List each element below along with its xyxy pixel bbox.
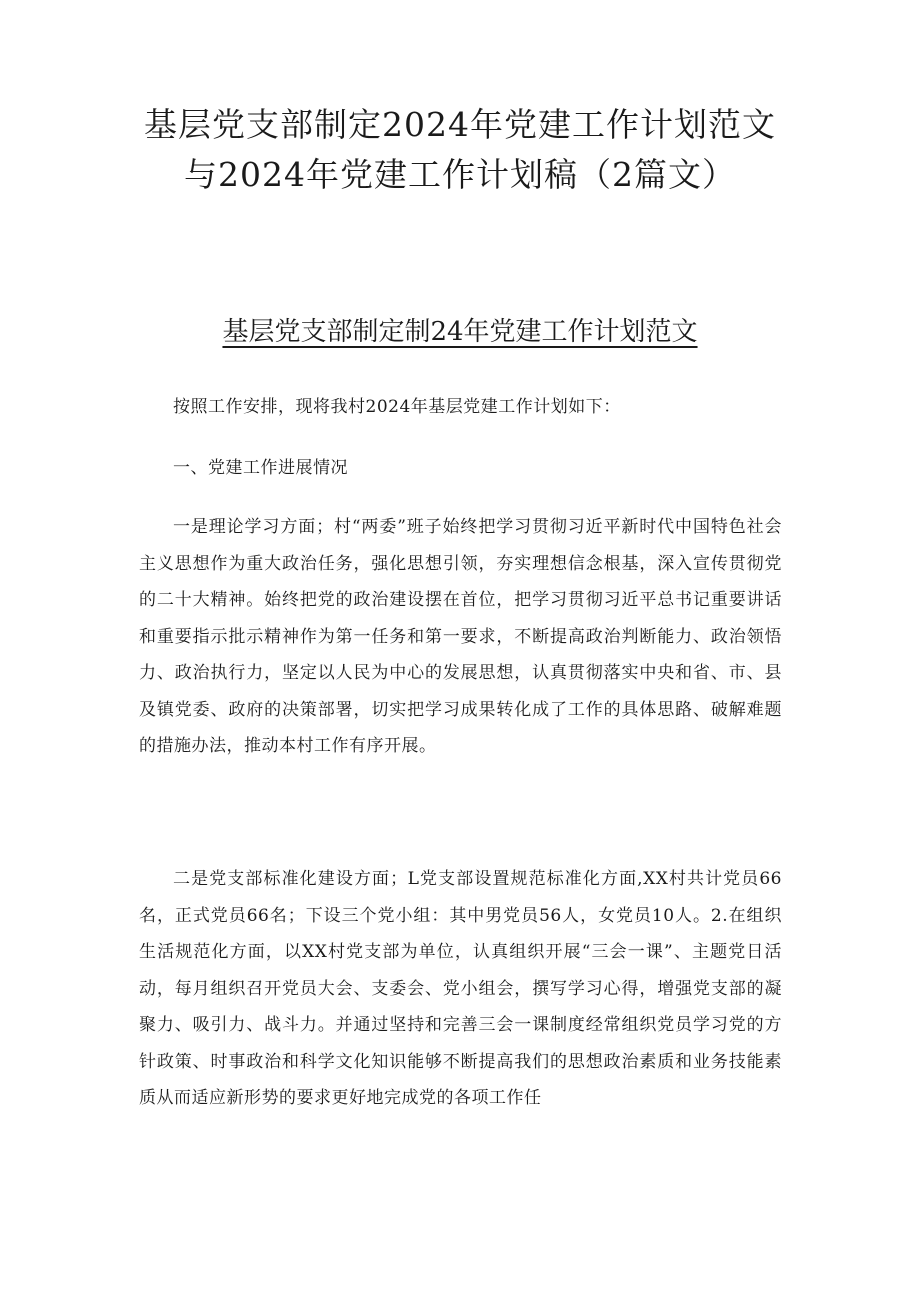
document-title xyxy=(0,100,920,200)
subheading-progress: 一、党建工作进展情况 xyxy=(173,458,348,478)
section-heading xyxy=(0,312,920,352)
section-heading-text: 基层党支部制定制24年党建工作计划范文 xyxy=(222,317,698,347)
intro-paragraph: 按照工作安排，现将我村2024年基层党建工作计划如下： xyxy=(173,397,621,417)
document-title-line-1: 基层党支部制定2024年党建工作计划范文 xyxy=(144,105,776,144)
document-title-line-2: 与2024年党建工作计划稿（2篇文） xyxy=(184,155,736,194)
paragraph-branch-standardization: 二是党支部标准化建设方面；L党支部设置规范标准化方面,XX村共计党员66名，正式党员66名；下设三个党小组：其中男党员56人，女党员10人。2.在组织生活规范化方面，以XX村党支部为单位，认真组织开展“三会一课”、主题党日活动，每月组织召开党员大会、支委会、党小组会，撰写学习心得，增强党支部的凝聚力、吸引力、战斗力。并通过坚持和完善三会一课制度经常组织党员学习党的方针政策、时事政治和科学文化知识能够不断提高我们的思想政治素质和业务技能素质从而适应新形势的要求更好地完成党的各项工作任 xyxy=(139,869,782,1108)
paragraph-theory-study: 一是理论学习方面；村“两委”班子始终把学习贯彻习近平新时代中国特色社会主义思想作为重大政治任务，强化思想引领，夯实理想信念根基，深入宣传贯彻党的二十大精神。始终把党的政治建设摆在首位，把学习贯彻习近平总书记重要讲话和重要指示批示精神作为第一任务和第一要求，不断提高政治判断能力、政治领悟力、政治执行力，坚定以人民为中心的发展思想，认真贯彻落实中央和省、市、县及镇党委、政府的决策部署，切实把学习成果转化成了工作的具体思路、破解难题的措施办法，推动本村工作有序开展。 xyxy=(139,517,782,756)
